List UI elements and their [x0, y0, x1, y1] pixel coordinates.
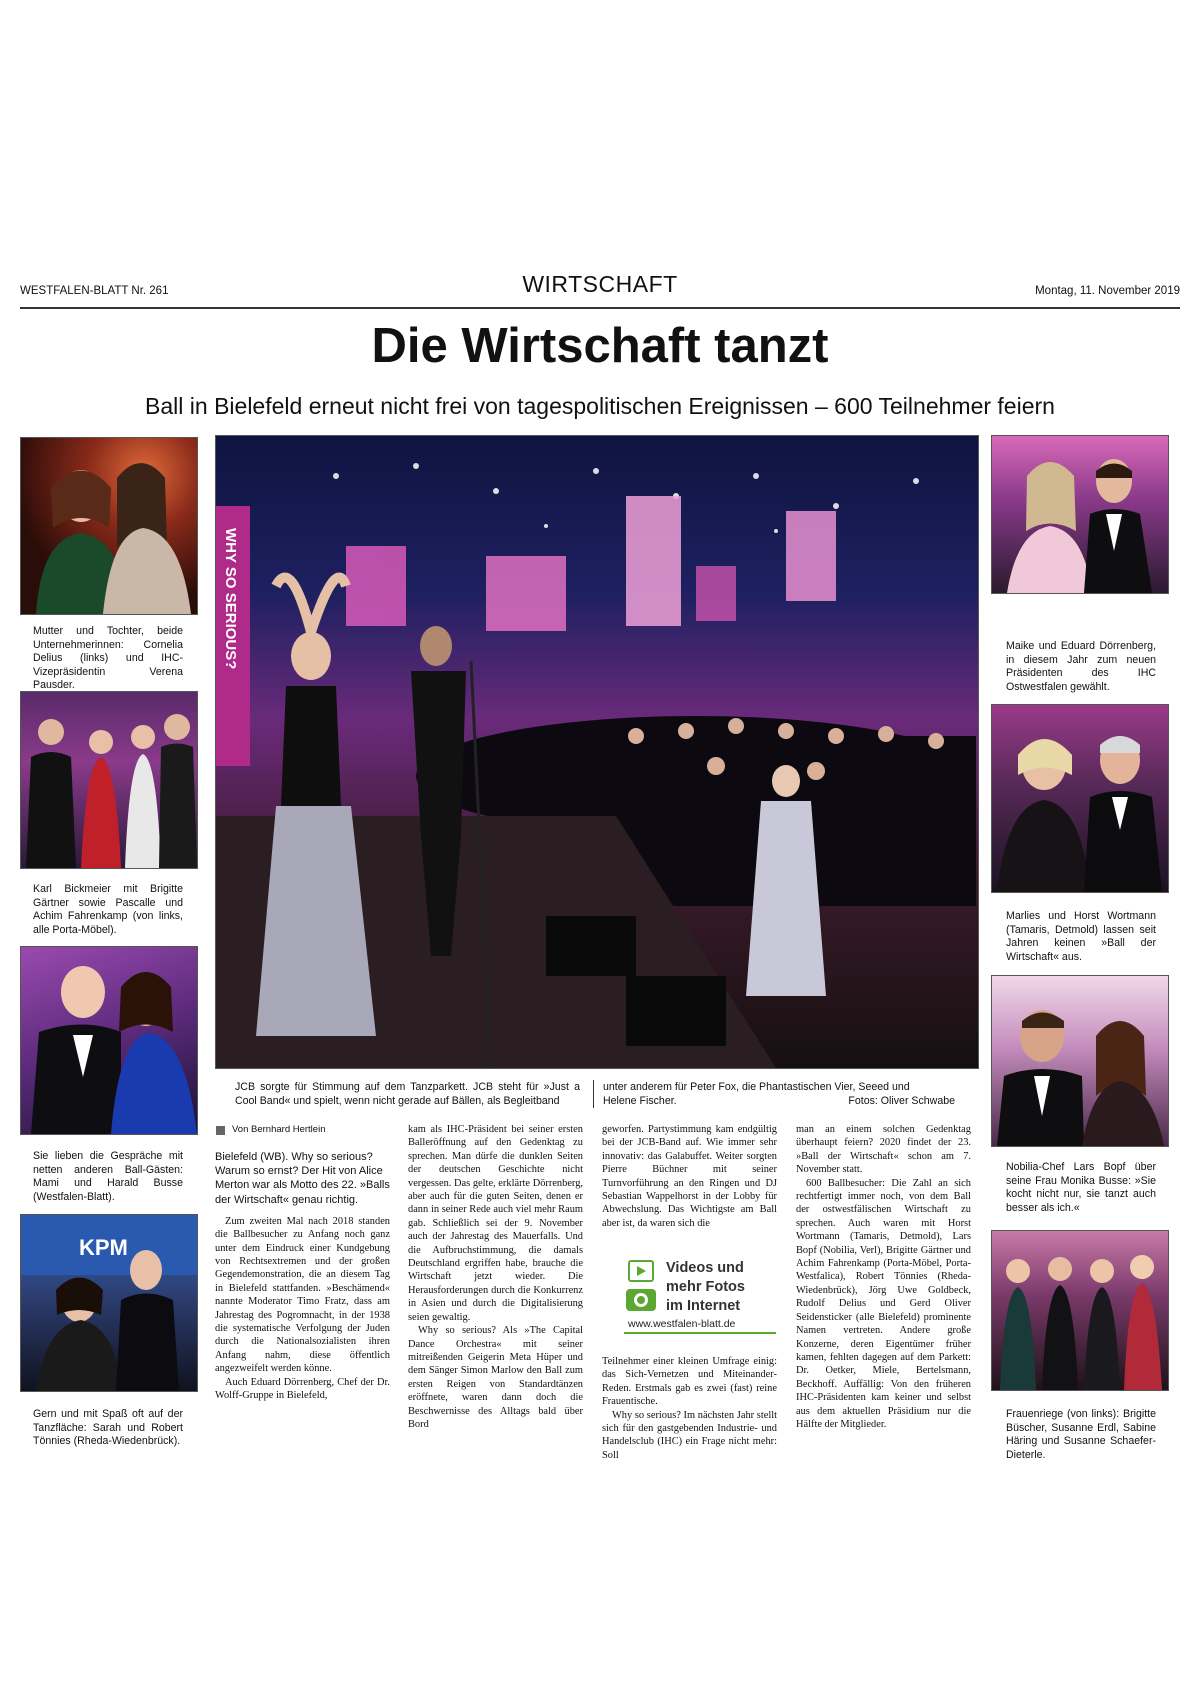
caption-left-3: Sie lieben die Gespräche mit netten anderen Ball-Gästen: Mami und Harald Busse (Westfalen-Blatt).	[33, 1150, 183, 1203]
caption-right-3: Nobilia-Chef Lars Bopf über seine Frau Monika Busse: »Sie kocht nicht nur, sie tanzt auch besser als ich.«	[1006, 1161, 1156, 1214]
article-col3-p1: geworfen. Partystimmung kam endgültig bei der JCB-Band auf. Wie immer sehr innovativ: das Galabuffet. Weiter sorgten Pierre Büchner mit seiner Turnvorführung an den Ringen und DJ Sebastian Wappelhorst in der Lobby für Abwechslung. Das Wichtigste am Ball aber ist, da waren sich die	[602, 1124, 777, 1229]
masthead-date: Montag, 11. November 2019	[1035, 285, 1180, 297]
byline-marker	[216, 1126, 225, 1135]
article-col3-p2: Teilnehmer einer kleinen Umfrage einig: das Sich-Vernetzen und Miteinander-Reden. Erstmals gab es zwei (fast) reine Frauentische.	[602, 1356, 777, 1408]
photo-bopf-busse-art	[992, 976, 1168, 1146]
article-col3-p3: Why so serious? Im nächsten Jahr stellt sich für den gastgebenden Industrie- und Handelsclub (IHC) ein Frage nicht mehr: Soll	[602, 1409, 777, 1461]
article-column-3-bottom	[602, 1355, 777, 1462]
byline: Von Bernhard Hertlein	[232, 1124, 326, 1135]
article-column-4	[796, 1123, 971, 1431]
promo-box[interactable]	[620, 1256, 780, 1336]
promo-line-2: mehr Fotos	[666, 1279, 745, 1295]
kpm-logo: KPM	[79, 1235, 128, 1260]
photo-frauenriege-art	[992, 1231, 1168, 1390]
promo-line-1: Videos und	[666, 1260, 744, 1276]
masthead-left: WESTFALEN-BLATT Nr. 261	[20, 285, 169, 297]
main-photo-banner-text: WHY SO SERIOUS?	[222, 528, 239, 670]
section-title: WIRTSCHAFT	[522, 271, 678, 297]
caption-right-2: Marlies und Horst Wortmann (Tamaris, Detmold) lassen seit Jahren keinen »Ball der Wirtschaft« aus.	[1006, 910, 1156, 963]
photo-mother-daughter	[20, 437, 198, 615]
main-photo-art	[216, 436, 978, 1068]
main-caption-right: unter anderem für Peter Fox, die Phantastischen Vier, Seeed und Helene Fischer.	[603, 1081, 910, 1107]
promo-line-3: im Internet	[666, 1298, 741, 1314]
article-col1-p1: Bielefeld (WB). Why so serious? Warum so ernst? Der Hit von Alice Merton war als Motto des 22. »Balls der Wirtschaft« genau richtig.	[215, 1151, 390, 1206]
photo-bopf-busse	[991, 975, 1169, 1147]
caption-left-4: Gern und mit Spaß oft auf der Tanzfläche: Sarah und Robert Tönnies (Rheda-Wiedenbrück).	[33, 1408, 183, 1448]
photo-frauenriege	[991, 1230, 1169, 1391]
photo-doerrenberg-couple-art	[992, 436, 1168, 593]
caption-left-1: Mutter und Tochter, beide Unternehmerinnen: Cornelia Delius (links) und IHC-Vizepräsidentin Verena Pausder.	[33, 625, 183, 692]
promo-video-icon	[628, 1260, 654, 1282]
caption-right-4: Frauenriege (von links): Brigitte Büscher, Susanne Erdl, Sabine Häring und Susanne Schaefer-Dieterle.	[1006, 1408, 1156, 1461]
promo-underline	[624, 1332, 776, 1334]
promo-url[interactable]: www.westfalen-blatt.de	[628, 1318, 736, 1330]
main-caption-divider	[593, 1080, 594, 1108]
photo-toennies-dancing	[20, 1214, 198, 1392]
main-photo-dance-floor	[215, 435, 979, 1069]
photo-wortmann-couple-art	[992, 705, 1168, 892]
article-col1-p3: Auch Eduard Dörrenberg, Chef der Dr. Wolff-Gruppe in Bielefeld,	[215, 1376, 390, 1402]
article-column-1	[215, 1150, 390, 1403]
article-col2-p2: Why so serious? Als »The Capital Dance Orchestra« mit seiner mitreißenden Geigerin Meta Hüper und dem Sänger Simon Marlow den Ball zum ersten Reigen von Standardtänzen eröffnete, waren dann doch die Beschwernisse des Alltags bald über Bord	[408, 1325, 583, 1430]
caption-left-2: Karl Bickmeier mit Brigitte Gärtner sowie Pascalle und Achim Fahrenkamp (von links, alle Porta-Möbel).	[33, 883, 183, 936]
subheadline: Ball in Bielefeld erneut nicht frei von tagespolitischen Ereignissen – 600 Teilnehmer feiern	[145, 393, 1055, 419]
article-col2-p1: kam als IHC-Präsident bei seiner ersten Balleröffnung auf den Gedenktag zu sprechen. Man dürfe die dunklen Seiten der deutschen Geschichte nicht vergessen. Das gelte, erklärte Dörrenberg, aber auch für die guten Seiten, denen er dann in seiner Rede auch viel mehr Raum gab. Schließlich sei der 9. November auch der Jahrestag des Mauerfalls. Und die Aufbruchstimmung, die damals Deutschland ergriffen habe, brauche die Wirtschaft jetzt wieder. Die Herausforderungen durch die Konkurrenz in Asien und durch die Digitalisierung seien gewaltig.	[408, 1124, 583, 1323]
photo-doerrenberg-couple	[991, 435, 1169, 594]
main-caption-left: JCB sorgte für Stimmung auf dem Tanzparkett. JCB steht für »Just a Cool Band« und spielt, wenn nicht gerade auf Bällen, als Begleitband	[235, 1081, 580, 1107]
photo-wortmann-couple	[991, 704, 1169, 893]
article-col1-p2: Zum zweiten Mal nach 2018 standen die Ballbesucher zu Anfang noch ganz unter dem Eindruck einer Kundgebung von Rechtsextremen und der großen Gegendemonstration, die an diesem Tag in Bielefeld stattfanden. »Beschämend« nannte Moderator Timo Fratz, dass am Jahrestag des Pogromnacht, in der 1938 die systematische Verfolgung der Juden durch die Nationalsozialisten ihren Anfang nahm, diese öffentlich angezweifelt werden könne.	[215, 1215, 390, 1375]
article-column-3-top	[602, 1123, 777, 1230]
article-col4-p2: 600 Ballbesucher: Die Zahl an sich rechtfertigt immer noch, von dem Ball der ostwestfälischen Wirtschaft zu sprechen. Auch waren mit Horst Wortmann (Tamaris, Detmold), Lars Bopf (Nobilia, Verl), Brigitte Gärtner und Achim Fahrenkamp (Porta-Möbel, Porta-Westfalica), Robert Tönnies (Rheda-Wiedenbrück), Jörg Uwe Goldbeck, Rudolf Delius und Gerd Oliver Seidensticker (alle Bielefeld) prominente Namen vertreten. Andere große Konzerne, deren Eigentümer früher kamen, fehlten dagegen auf dem Parkett: Dr. Oetker, Miele, Bertelsmann, Beckhoff. Auffällig: Von den früheren IHC-Präsidenten kam keiner und selbst aus dem aktuellen Präsidium nur die Hälfte der Mitglieder.	[796, 1177, 971, 1430]
photo-porta-moebel-group	[20, 691, 198, 869]
article-col4-p1: man an einem solchen Gedenktag überhaupt feiern? 2020 findet der 23. »Ball der Wirtschaft« schon am 7. November statt.	[796, 1124, 971, 1176]
photo-busse-couple-art	[21, 947, 197, 1134]
photo-credit: Fotos: Oliver Schwabe	[848, 1095, 955, 1107]
masthead-rule	[20, 307, 1180, 309]
photo-toennies-dancing-art	[21, 1215, 197, 1391]
promo-camera-icon	[626, 1289, 656, 1311]
article-column-2	[408, 1123, 583, 1431]
headline: Die Wirtschaft tanzt	[371, 319, 829, 373]
photo-porta-moebel-group-art	[21, 692, 197, 868]
caption-right-1: Maike und Eduard Dörrenberg, in diesem Jahr zum neuen Präsidenten des IHC Ostwestfalen gewählt.	[1006, 640, 1156, 693]
photo-mother-daughter-art	[21, 438, 197, 614]
photo-busse-couple	[20, 946, 198, 1135]
